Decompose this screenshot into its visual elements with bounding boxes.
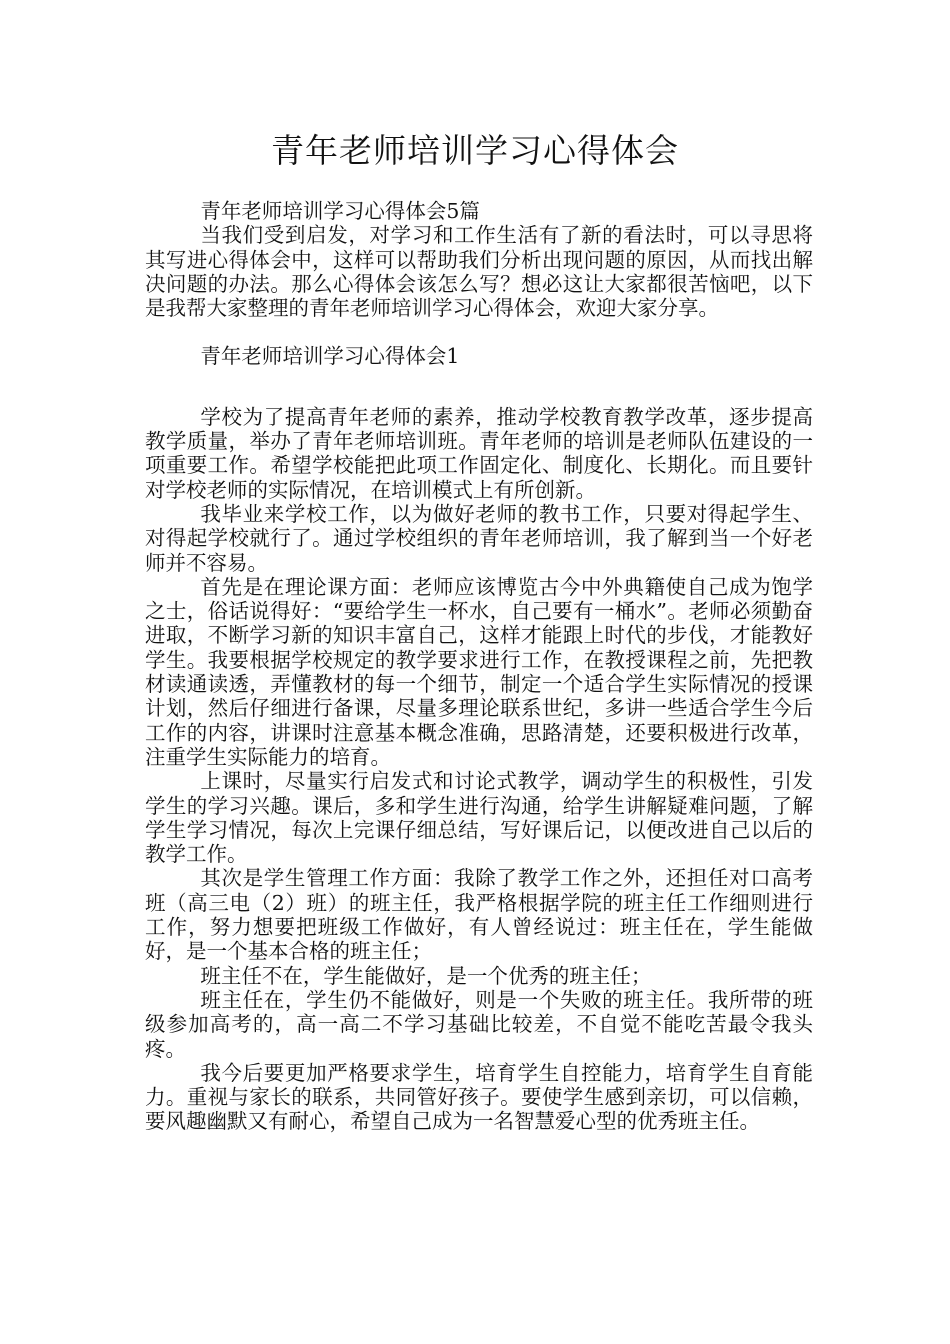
subtitle-paragraph: 青年老师培训学习心得体会5篇: [200, 199, 480, 223]
body-paragraph: 我毕业来学校工作，以为做好老师的教书工作，只要对得起学生、对得起学校就行了。通过学校组织的青年老师培训，我了解到当一个好老师并不容易。: [145, 501, 813, 575]
body-paragraph: 其次是学生管理工作方面：我除了教学工作之外，还担任对口高考班（高三电（2）班）的班主任，我严格根据学院的班主任工作细则进行工作，努力想要把班级工作做好，有人曾经说过：班主任在，学生能做好，是一个基本合格的班主任；: [145, 866, 813, 964]
section-heading-1: 青年老师培训学习心得体会1: [200, 344, 460, 369]
body-paragraph: 首先是在理论课方面：老师应该博览古今中外典籍使自己成为饱学之士，俗话说得好：“要给学生一杯水，自己要有一桶水”。老师必须勤奋进取，不断学习新的知识丰富自己，这样才能跟上时代的步伐，才能教好学生。我要根据学校规定的教学要求进行工作，在教授课程之前，先把教材读通读透，弄懂教材的每一个细节，制定一个适合学生实际情况的授课计划，然后仔细进行备课，尽量多理论联系世纪，多讲一些适合学生今后工作的内容，讲课时注意基本概念准确，思路清楚，还要积极进行改革，注重学生实际能力的培育。: [145, 574, 813, 769]
body-paragraph: 学校为了提高青年老师的素养，推动学校教育教学改革，逐步提高教学质量，举办了青年老师培训班。青年老师的培训是老师队伍建设的一项重要工作。希望学校能把此项工作固定化、制度化、长期化。而且要针对学校老师的实际情况，在培训模式上有所创新。: [145, 404, 813, 502]
document-title: 青年老师培训学习心得体会: [271, 131, 679, 170]
body-paragraph: 班主任在，学生仍不能做好，则是一个失败的班主任。我所带的班级参加高考的，高一高二不学习基础比较差，不自觉不能吃苦最令我头疼。: [145, 987, 813, 1061]
body-paragraph: 我今后要更加严格要求学生，培育学生自控能力，培育学生自育能力。重视与家长的联系，共同管好孩子。要使学生感到亲切，可以信赖，要风趣幽默又有耐心，希望自己成为一名智慧爱心型的优秀班主任。: [145, 1060, 813, 1134]
body-paragraph: 班主任不在，学生能做好，是一个优秀的班主任；: [200, 963, 652, 988]
body-paragraph: 上课时，尽量实行启发式和讨论式教学，调动学生的积极性，引发学生的学习兴趣。课后，多和学生进行沟通，给学生讲解疑难问题，了解学生学习情况，每次上完课仔细总结，写好课后记，以便改进自己以后的教学工作。: [145, 769, 813, 867]
document-body: [145, 199, 813, 1134]
intro-paragraph: 当我们受到启发，对学习和工作生活有了新的看法时，可以寻思将其写进心得体会中，这样可以帮助我们分析出现问题的原因，从而找出解决问题的办法。那么心得体会该怎么写？想必这让大家都很苦恼吧，以下是我帮大家整理的青年老师培训学习心得体会，欢迎大家分享。: [145, 223, 813, 321]
